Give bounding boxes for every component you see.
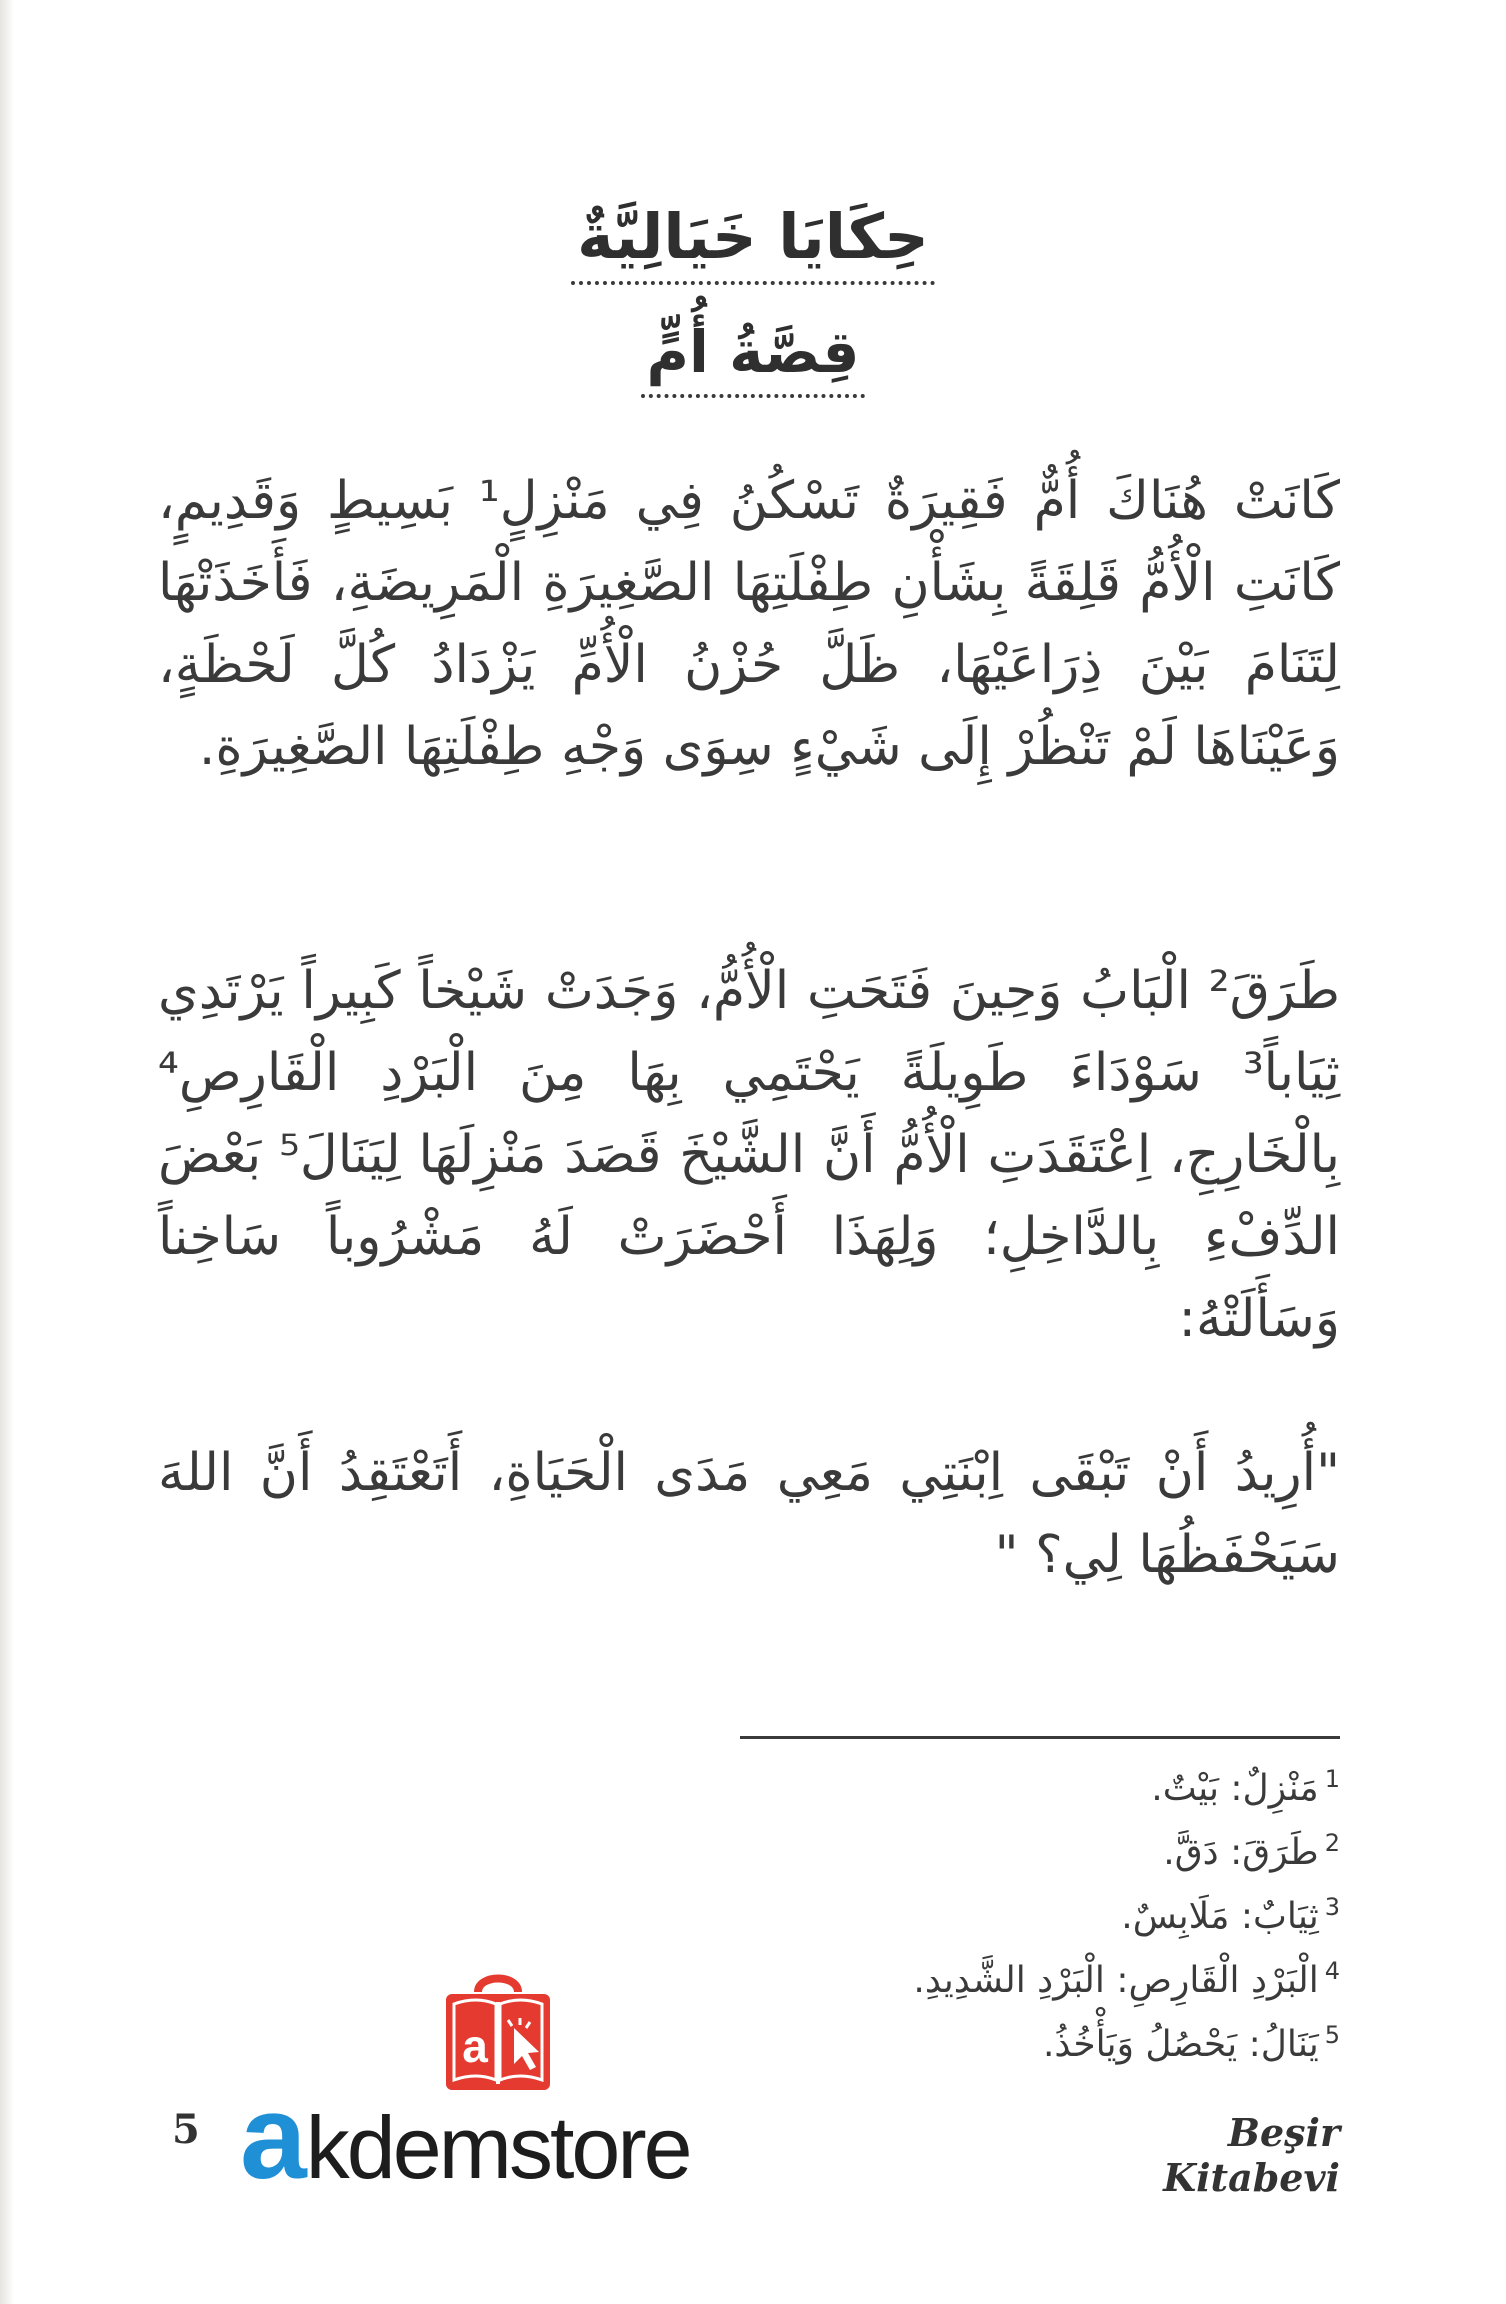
footnote-text: الْبَرْدِ الْقَارِصِ: الْبَرْدِ الشَّدِيدِ.	[913, 1960, 1319, 2001]
logo-brand-initial: a	[240, 2070, 304, 2204]
footnotes-list	[700, 1752, 1340, 2072]
page-number: 5	[172, 2106, 200, 2153]
footnote-number: 5	[1324, 2021, 1340, 2049]
footnote-number: 3	[1324, 1893, 1340, 1921]
footnote-text: ثِيَابٌ: مَلَابِسٌ.	[1121, 1896, 1319, 1937]
footnote-item	[700, 2008, 1340, 2072]
store-bag-icon	[440, 1968, 556, 2092]
logo-brand-rest: kdemstore	[305, 2098, 690, 2197]
page-title	[0, 200, 1506, 285]
footnote-number: 1	[1324, 1765, 1340, 1793]
footnote-text: يَنَالُ: يَحْصُلُ وَيَأْخُذُ.	[1042, 2024, 1319, 2065]
title-text: حِكَايَا خَيَالِيَّةٌ	[571, 200, 935, 285]
page-subtitle	[0, 318, 1506, 398]
story-paragraph-2: طَرَقَ² الْبَابُ وَحِينَ فَتَحَتِ الْأُمُّ، وَجَدَتْ شَيْخاً كَبِيراً يَرْتَدِي ثِيَاباً³ سَوْدَاءَ طَوِيلَةً يَحْتَمِي بِهَا مِنَ الْبَرْدِ الْقَارِصِ⁴ بِالْخَارِجِ، اِعْتَقَدَتِ الْأُمُّ أَنَّ الشَّيْخَ قَصَدَ مَنْزِلَهَا لِيَنَالَ⁵ بَعْضَ الدِّفْءِ بِالدَّاخِلِ؛ وَلِهَذَا أَحْضَرَتْ لَهُ مَشْرُوباً سَاخِناً وَسَأَلَتْهُ:	[158, 961, 1340, 1349]
footnote-number: 2	[1324, 1829, 1340, 1857]
footnote-number: 4	[1324, 1957, 1340, 1985]
story-paragraph-1: كَانَتْ هُنَاكَ أُمٌّ فَقِيرَةٌ تَسْكُنُ فِي مَنْزِلٍ¹ بَسِيطٍ وَقَدِيمٍ، كَانَتِ الْأُمُّ قَلِقَةً بِشَأْنِ طِفْلَتِهَا الصَّغِيرَةِ الْمَرِيضَةِ، فَأَخَذَتْهَا لِتَنَامَ بَيْنَ ذِرَاعَيْهَا، ظَلَّ حُزْنُ الْأُمِّ يَزْدَادُ كُلَّ لَحْظَةٍ، وَعَيْنَاهَا لَمْ تَنْظُرْ إِلَى شَيْءٍ سِوَى وَجْهِ طِفْلَتِهَا الصَّغِيرَةِ.	[158, 471, 1340, 777]
publisher-name: Beşir Kitabevi	[1163, 2110, 1340, 2200]
subtitle-text: قِصَّةُ أُمٍّ	[641, 318, 866, 398]
footnote-text: مَنْزِلٌ: بَيْتٌ.	[1151, 1768, 1319, 1809]
story-paragraph-3: "أُرِيدُ أَنْ تَبْقَى اِبْنَتِي مَعِي مَدَى الْحَيَاةِ، أَتَعْتَقِدُ أَنَّ اللهَ سَيَحْفَظُهَا لِي؟ "	[158, 1443, 1340, 1585]
footnote-item	[700, 1752, 1340, 1816]
footnote-text: طَرَقَ: دَقَّ.	[1163, 1832, 1319, 1873]
footnote-item	[700, 1944, 1340, 2008]
footnote-item	[700, 1880, 1340, 1944]
logo-letter: a	[462, 2020, 488, 2072]
store-logo-text	[240, 2070, 690, 2204]
footnote-item	[700, 1816, 1340, 1880]
footnote-separator	[740, 1736, 1340, 1739]
